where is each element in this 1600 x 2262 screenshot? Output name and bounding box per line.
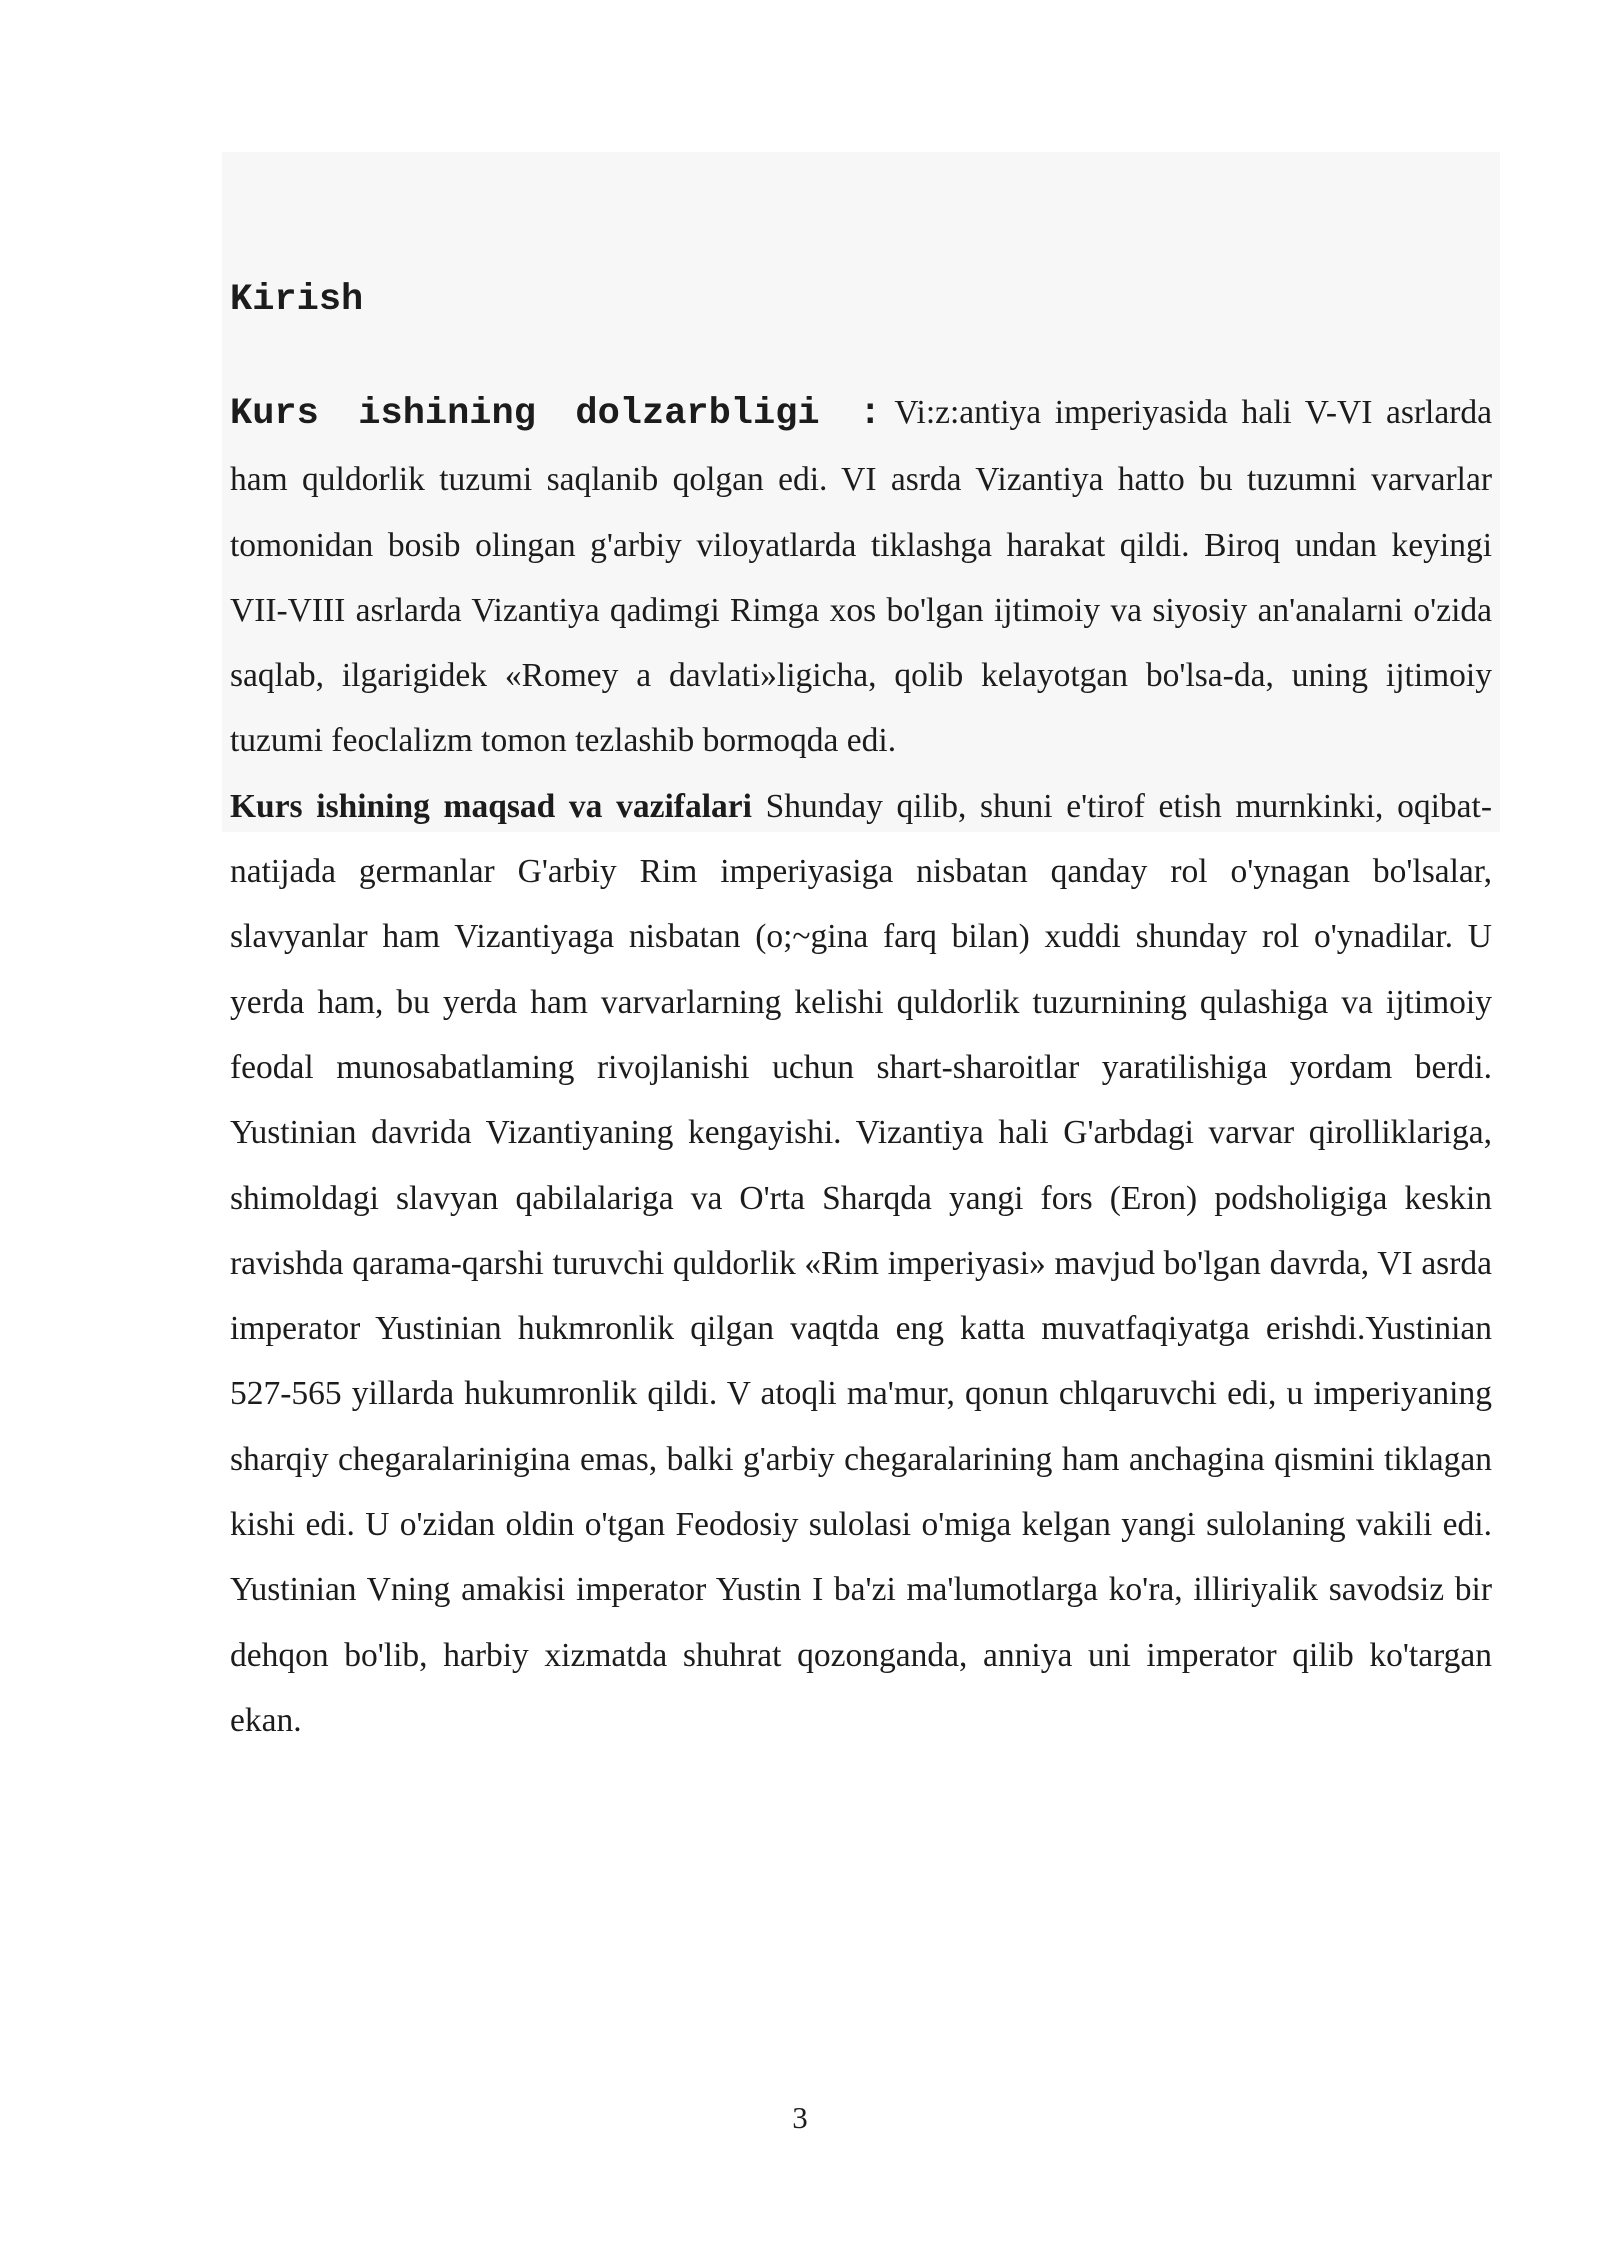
relevance-lead: Kurs ishining dolzarbligi : [230, 393, 882, 435]
goals-lead: Kurs ishining maqsad va vazifalari [230, 787, 752, 825]
section-heading: Kirish [230, 279, 364, 321]
relevance-text: Vi:z:antiya imperiyasida hali V-VI asrlarda ham quldorlik tuzumi saqlanib qolgan edi. VI asrda Vizantiya hatto bu tuzumni varvarlar tomonidan bosib olingan g'arbiy viloyatlarda tiklashga harakat qildi. Biroq undan keyingi VII-VIII asrlarda Vizantiya qadimgi Rimga xos bo'lgan ijtimoiy va siyosiy an'analarni o'zida saqlab, ilgarigidek «Romey a davlati»ligicha, qolib kelayotgan bo'lsa-da, uning ijtimoiy tuzumi feoclalizm tomon tezlashib bormoqda edi. [230, 394, 1493, 760]
page-number: 3 [792, 2100, 808, 2135]
paragraph-relevance [230, 380, 1492, 774]
page-body [230, 270, 1492, 1753]
paragraph-goals [230, 774, 1492, 1753]
goals-text: Shunday qilib, shuni e'tirof etish murnkinki, oqibat-natijada germanlar G'arbiy Rim imperiyasiga nisbatan qanday rol o'ynagan bo'lsalar, slavyanlar ham Vizantiyaga nisbatan (o;~gina farq bilan) xuddi shunday rol o'ynadilar. U yerda ham, bu yerda ham varvarlarning kelishi quldorlik tuzurnining qulashiga va ijtimoiy feodal munosabatlaming rivojlanishi uchun shart-sharoitlar yaratilishiga yordam berdi. Yustinian davrida Vizantiyaning kengayishi. Vizantiya hali G'arbdagi varvar qirolliklariga, shimoldagi slavyan qabilalariga va O'rta Sharqda yangi fors (Eron) podsholigiga keskin ravishda qarama-qarshi turuvchi quldorlik «Rim imperiyasi» mavjud bo'lgan davrda, VI asrda imperator Yustinian hukmronlik qilgan vaqtda eng katta muvatfaqiyatga erishdi.Yustinian 527-565 yillarda hukumronlik qildi. V atoqli ma'mur, qonun chlqaruvchi edi, u imperiyaning sharqiy chegaralarinigina emas, balki g'arbiy chegaralarining ham anchagina qismini tiklagan kishi edi. U o'zidan oldin o'tgan Feodosiy sulolasi o'miga kelgan yangi sulolaning vakili edi. Yustinian Vning amakisi imperator Yustin I ba'zi ma'lumotlarga ko'ra, illiriyalik savodsiz bir dehqon bo'lib, harbiy xizmatda shuhrat qozonganda, anniya uni imperator qilib ko'targan ekan. [230, 787, 1492, 1739]
